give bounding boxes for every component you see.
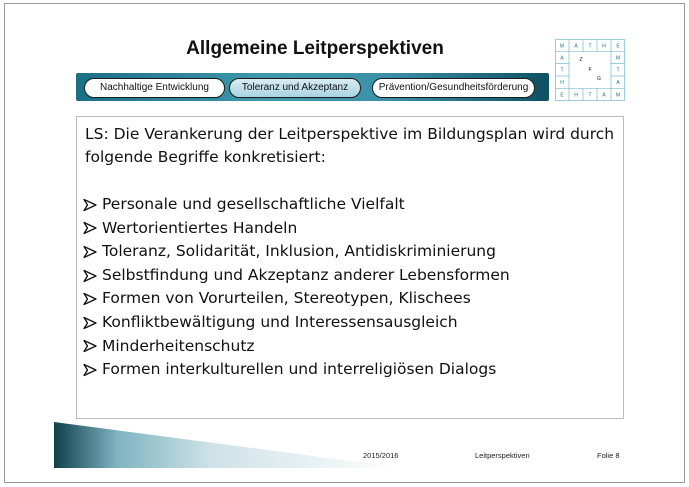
arrow-bullet-icon (83, 269, 98, 283)
bullet-item (83, 264, 510, 288)
logo-letter: E (616, 43, 620, 50)
logo-letter: A (560, 55, 564, 62)
logo-letter: H (560, 80, 564, 86)
perspective-tab-bar (76, 73, 549, 101)
arrow-bullet-icon (83, 245, 98, 259)
footer-year: 2015/2016 (363, 451, 399, 460)
logo-letter: T (588, 92, 592, 99)
logo-letter: T (588, 43, 592, 50)
bullet-text: Konfliktbewältigung und Interessensausgleich (102, 312, 458, 331)
logo-letter: H (574, 92, 578, 99)
logo-letter: A (602, 92, 606, 99)
logo-letter: T (560, 67, 564, 74)
arrow-bullet-icon (83, 198, 98, 212)
logo-letter: M (559, 43, 565, 50)
bullet-text: Personale und gesellschaftliche Vielfalt (102, 195, 405, 213)
intro-text: LS: Die Verankerung der Leitperspektive im Bildungsplan wird durch folgende Begriffe konkretisiert: (85, 125, 615, 166)
bullet-text: Formen von Vorurteilen, Stereotypen, Klischees (102, 289, 471, 308)
bullet-text: Minderheitenschutz (102, 336, 255, 355)
bullet-item (83, 217, 510, 241)
bullet-text: Toleranz, Solidarität, Inklusion, Antidiskriminierung (102, 242, 496, 261)
bullet-item (83, 287, 510, 311)
logo-letter: G (597, 76, 601, 82)
footer-slide-number: Folie 8 (597, 451, 620, 460)
logo-letter: A (574, 43, 578, 50)
logo-letter: A (616, 80, 620, 86)
bullet-item (83, 240, 510, 264)
logo-letter: M (615, 55, 621, 62)
bullet-item (83, 335, 510, 359)
logo-letter: F (588, 67, 592, 73)
bullet-item (83, 311, 510, 335)
slide (4, 3, 685, 483)
logo-letter: E (560, 92, 564, 99)
content-box (76, 116, 624, 419)
mathe-logo (555, 39, 625, 101)
logo-letter: Z (579, 57, 583, 63)
bullet-list (83, 193, 510, 382)
arrow-bullet-icon (83, 316, 98, 330)
logo-letter: M (615, 92, 621, 99)
bullet-item (83, 193, 510, 217)
footer-topic: Leitperspektiven (475, 451, 530, 460)
arrow-bullet-icon (83, 339, 98, 353)
logo-letter: T (616, 67, 620, 74)
bullet-item (83, 358, 510, 382)
tab-nachhaltige-entwicklung[interactable]: Nachhaltige Entwicklung (84, 78, 225, 98)
bullet-text: Wertorientiertes Handeln (102, 218, 298, 237)
arrow-bullet-icon (83, 292, 98, 306)
arrow-bullet-icon (83, 221, 98, 235)
tab-toleranz-und-akzeptanz[interactable]: Toleranz und Akzeptanz (229, 78, 361, 98)
slide-title: Allgemeine Leitperspektiven (186, 38, 444, 59)
bullet-text: Selbstfindung und Akzeptanz anderer Lebensformen (102, 265, 510, 284)
bullet-text: Formen interkulturellen und interreligiösen Dialogs (102, 360, 497, 379)
arrow-bullet-icon (83, 363, 98, 377)
tab-praevention-gesundheitsfoerderung[interactable]: Prävention/Gesundheitsförderung (372, 78, 535, 98)
logo-letter: H (602, 43, 606, 50)
decorative-stripe (54, 422, 404, 468)
